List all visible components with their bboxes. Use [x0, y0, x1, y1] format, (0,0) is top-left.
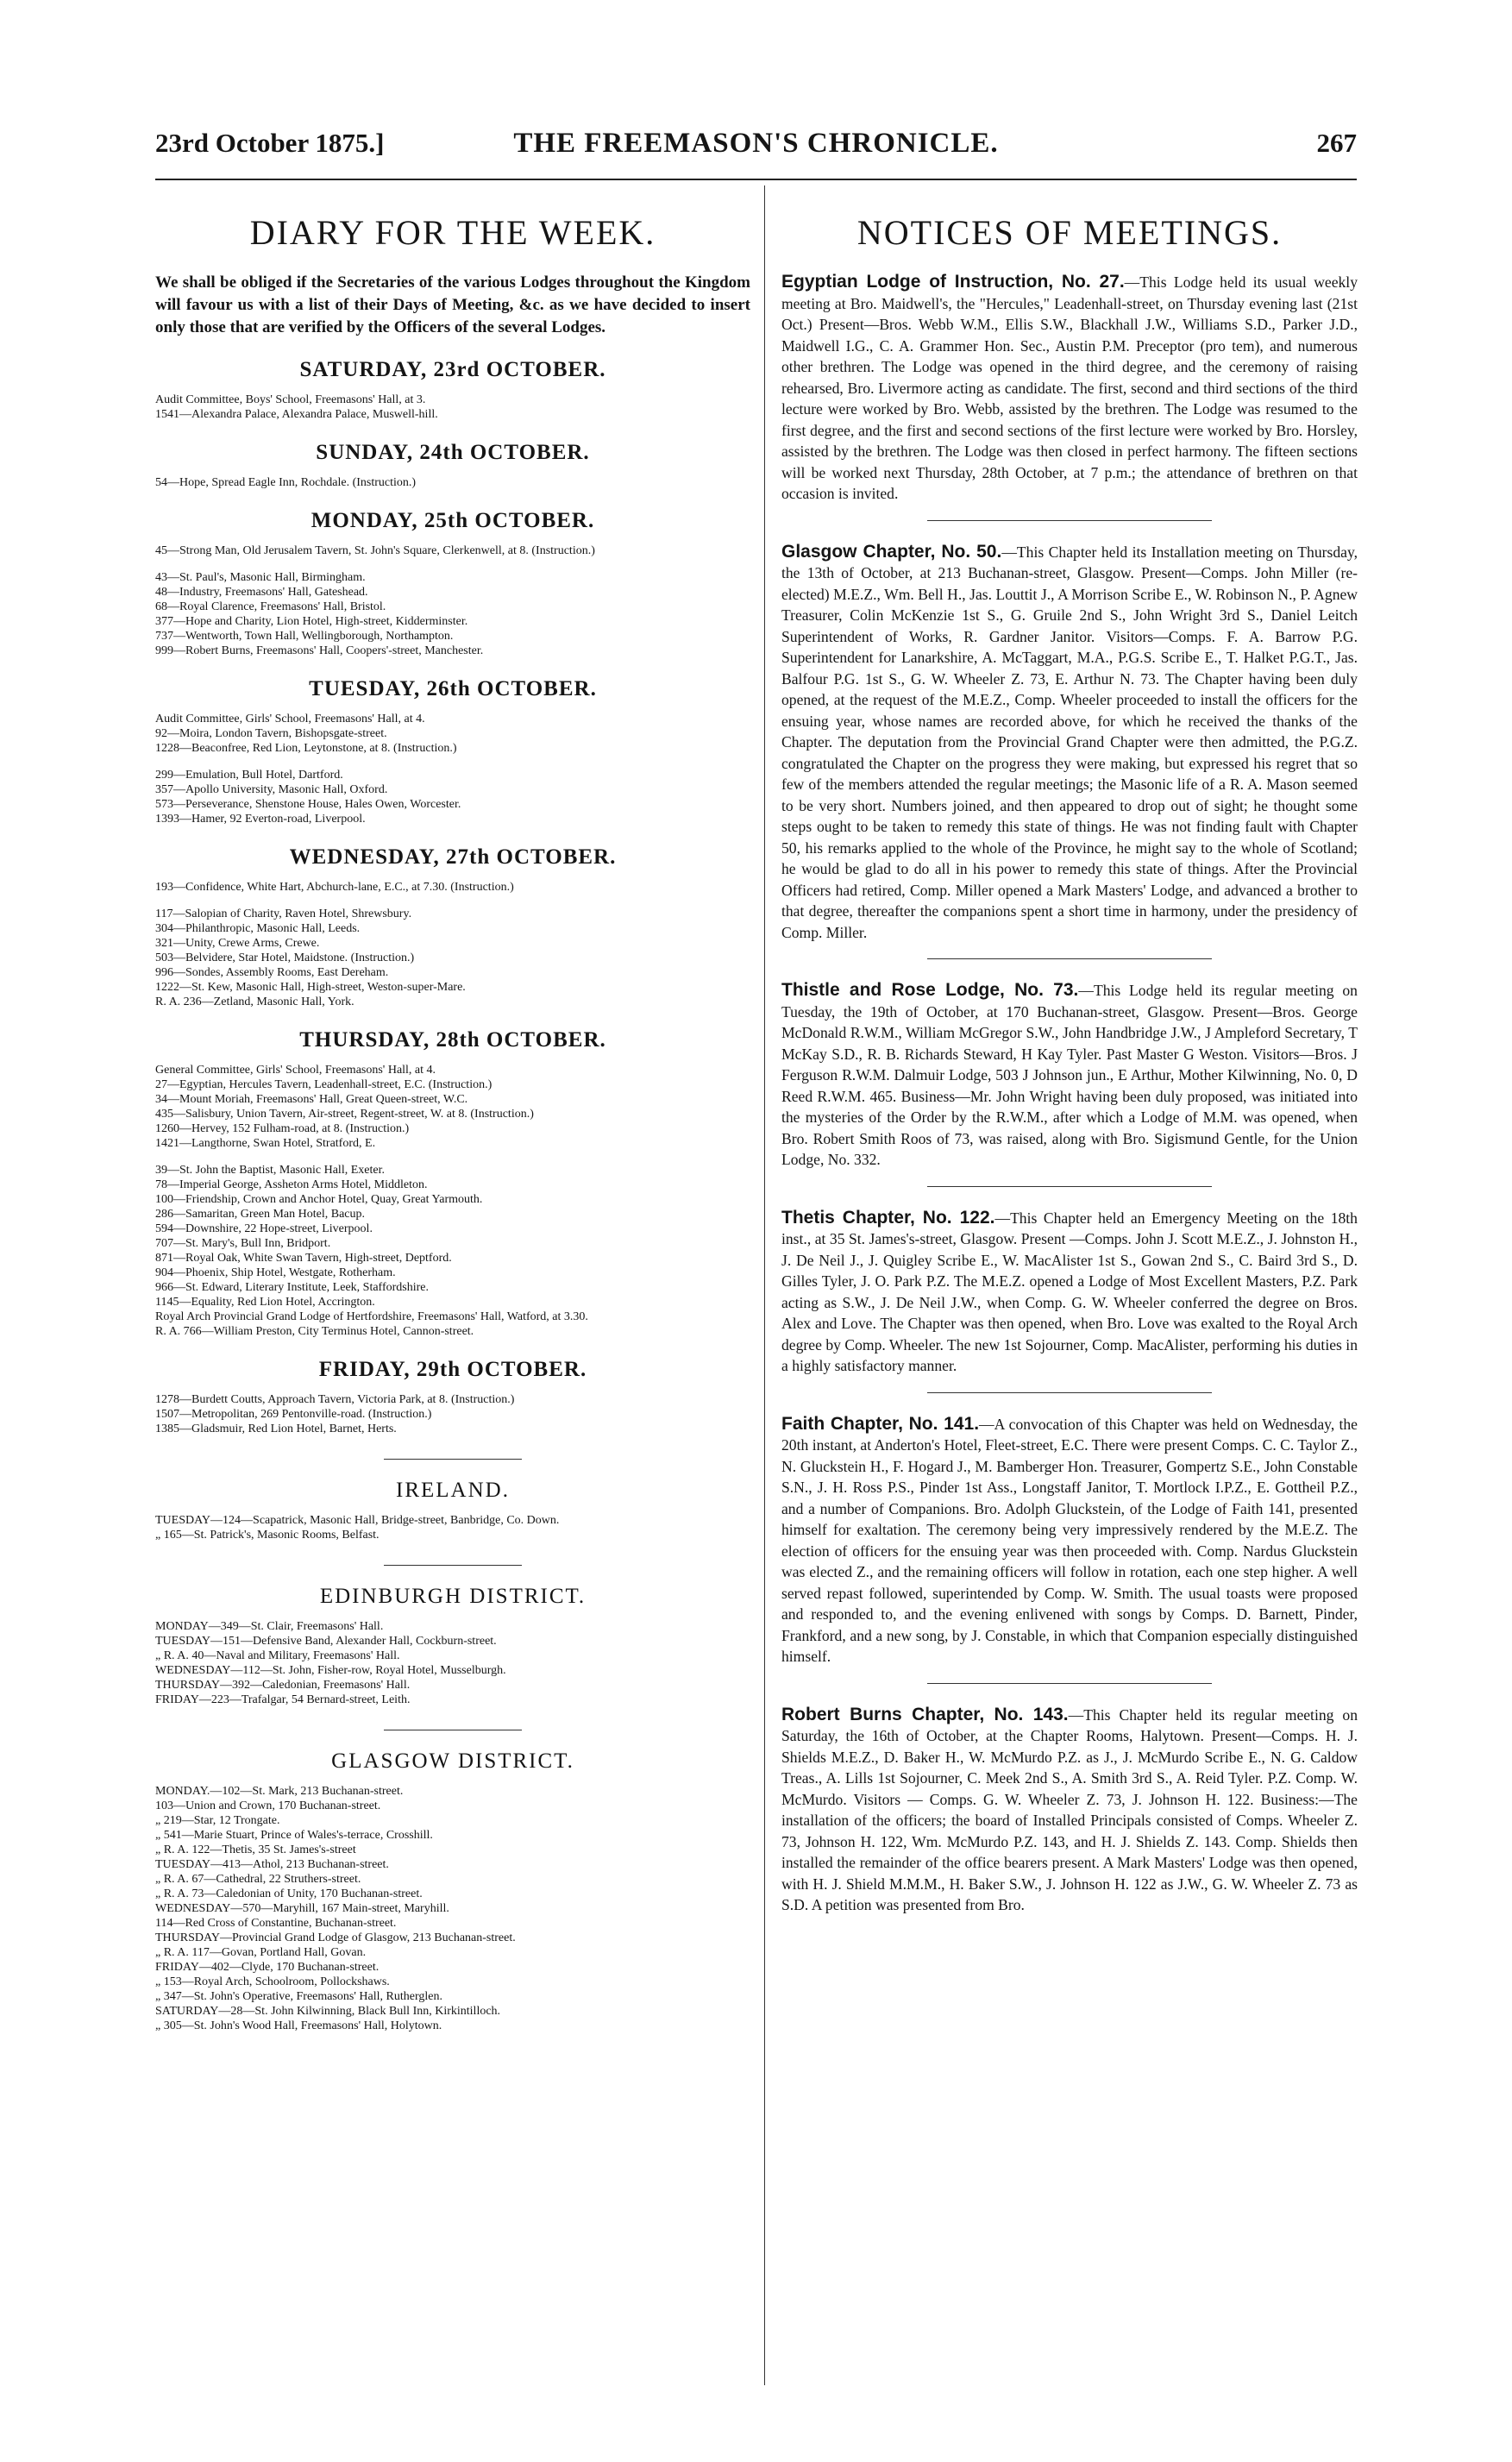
day-entries	[155, 543, 750, 658]
meeting-entry: 1222—St. Kew, Masonic Hall, High-street, Weston-super-Mare.	[155, 981, 466, 994]
notice-item	[781, 1705, 1358, 1916]
section-separator	[384, 1459, 522, 1460]
meeting-entry: „ R. A. 117—Govan, Portland Hall, Govan.	[155, 1946, 367, 1959]
meeting-entry: 1278—Burdett Coutts, Approach Tavern, Victoria Park, at 8. (Instruction.)	[155, 1393, 515, 1406]
meeting-entry: 996—Sondes, Assembly Rooms, East Dereham.	[155, 966, 389, 979]
meeting-entry: „ 153—Royal Arch, Schoolroom, Pollockshaws.	[155, 1975, 390, 1988]
notice-separator	[927, 1683, 1212, 1684]
meeting-entry: Royal Arch Provincial Grand Lodge of Hertfordshire, Freemasons' Hall, Watford, at 3.30.	[155, 1310, 588, 1323]
meeting-entry: Audit Committee, Girls' School, Freemasons' Hall, at 4.	[155, 713, 425, 725]
day-heading: THURSDAY, 28th OCTOBER.	[299, 1028, 606, 1052]
meeting-entry: 45—Strong Man, Old Jerusalem Tavern, St. John's Square, Clerkenwell, at 8. (Instruction.)	[155, 544, 595, 557]
meeting-entry: 357—Apollo University, Masonic Hall, Oxford.	[155, 783, 388, 796]
meeting-entry: 737—Wentworth, Town Hall, Wellingborough, Northampton.	[155, 630, 454, 643]
publication-title: THE FREEMASON'S CHRONICLE.	[513, 128, 999, 159]
header-rule	[155, 179, 1357, 180]
meeting-entry: „ 347—St. John's Operative, Freemasons' Hall, Rutherglen.	[155, 1990, 442, 2003]
notice-body: —This Lodge held its usual weekly meeting at Bro. Maidwell's, the "Hercules," Leadenhall-street, on Thursday evening last (21st Oct.) Present—Bros. Webb W.M., Ellis S.W., Blackhall J.W., Williams S.D., Parker J.D., Maidwell I.G., C. A. Grammer Hon. Sec., Austin P.M. Preceptor (pro tem), and numerous other brethren. The Lodge was opened in the third degree, and the ceremony of raising rehearsed, Bro. Livermore acting as candidate. The first, second and third sections of the third lecture were worked by Bro. Webb, assisted by the brethren. The Lodge was resumed to the first degree, and the first and second sections of the first lecture were worked by Bro. Horsley, assisted by the brethren. The Lodge was then closed in perfect harmony. The fifteen sections will be worked next Thursday, 28th October, at 7 p.m.; the attendance of brethren on that occasion is invited.	[781, 273, 1358, 502]
meeting-entry: „ 165—St. Patrick's, Masonic Rooms, Belfast.	[155, 1529, 380, 1542]
meeting-entry: 68—Royal Clarence, Freemasons' Hall, Bristol.	[155, 600, 386, 613]
day-heading: SUNDAY, 24th OCTOBER.	[316, 441, 590, 464]
meeting-entry: 39—St. John the Baptist, Masonic Hall, Exeter.	[155, 1164, 385, 1177]
meeting-entry: R. A. 766—William Preston, City Terminus Hotel, Cannon-street.	[155, 1325, 474, 1338]
meeting-entry: TUESDAY—413—Athol, 213 Buchanan-street.	[155, 1858, 389, 1871]
notice-title: Glasgow Chapter, No. 50.	[781, 541, 1002, 562]
notices-column	[781, 205, 1358, 1931]
glasgow-heading: GLASGOW DISTRICT.	[331, 1749, 574, 1773]
meeting-entry: 100—Friendship, Crown and Anchor Hotel, Quay, Great Yarmouth.	[155, 1193, 483, 1206]
day-entries	[155, 1392, 750, 1436]
notice-body: —A convocation of this Chapter was held on Wednesday, the 20th instant, at Anderton's Hotel, Fleet-street, E.C. There were present Comps. C. C. Taylor Z., N. Gluckstein H., F. Hogard J., M. Bamberger Hon. Treasurer, Gompertz S.E., John Constable S.N., J. H. Ross P.S., Pinder 1st Ass., Longstaff Janitor, T. Mortlock I.P.Z., E. Gottheil P.Z., and a number of Companions. Bro. Adolph Gluckstein, of the Lodge of Faith 141, presented himself for exaltation. The ceremony being very impressively rendered by the M.E.Z. The election of officers for the ensuing year was then proceeded with. Comp. Nardus Gluckstein was elected Z., and the remaining officers will follow in rotation, each one step higher. A well served repast followed, superintended by Comp. W. Smith. The usual toasts were proposed and responded to, and the evening enlivened with songs by Comps. D. Barnett, Pinder, Frankford, and a new song, by J. Constable, in which that Companion especially distinguished himself.	[781, 1415, 1358, 1665]
edinburgh-heading: EDINBURGH DISTRICT.	[319, 1585, 587, 1608]
entry-gap	[155, 1151, 750, 1163]
glasgow-entries	[155, 1784, 750, 2033]
day-heading: TUESDAY, 26th OCTOBER.	[309, 677, 597, 700]
notice-separator	[927, 958, 1212, 959]
meeting-entry: 114—Red Cross of Constantine, Buchanan-street.	[155, 1917, 397, 1930]
meeting-entry: 1260—Hervey, 152 Fulham-road, at 8. (Instruction.)	[155, 1122, 410, 1135]
meeting-entry: FRIDAY—402—Clyde, 170 Buchanan-street.	[155, 1961, 380, 1974]
meeting-entry: 43—St. Paul's, Masonic Hall, Birmingham.	[155, 571, 366, 584]
meeting-entry: FRIDAY—223—Trafalgar, 54 Bernard-street, Leith.	[155, 1693, 411, 1706]
notice-title: Thetis Chapter, No. 122.	[781, 1207, 995, 1228]
notice-title: Thistle and Rose Lodge, No. 73.	[781, 980, 1079, 1000]
notice-title: Egyptian Lodge of Instruction, No. 27.	[781, 272, 1125, 292]
meeting-entry: 92—Moira, London Tavern, Bishopsgate-street.	[155, 727, 387, 740]
meeting-entry: 1393—Hamer, 92 Everton-road, Liverpool.	[155, 813, 366, 826]
meeting-entry: 871—Royal Oak, White Swan Tavern, High-street, Deptford.	[155, 1252, 452, 1265]
meeting-entry: „ 219—Star, 12 Trongate.	[155, 1814, 280, 1827]
ireland-heading: IRELAND.	[396, 1479, 510, 1502]
meeting-entry: MONDAY.—102—St. Mark, 213 Buchanan-street.	[155, 1785, 404, 1798]
meeting-entry: THURSDAY—Provincial Grand Lodge of Glasgow, 213 Buchanan-street.	[155, 1931, 516, 1944]
notice-title: Faith Chapter, No. 141.	[781, 1413, 980, 1434]
meeting-entry: 304—Philanthropic, Masonic Hall, Leeds.	[155, 922, 361, 935]
meeting-entry: 594—Downshire, 22 Hope-street, Liverpool.	[155, 1222, 373, 1235]
notice-body: —This Chapter held an Emergency Meeting on the 18th inst., at 35 St. James's-street, Glasgow. Present —Comps. John J. Scott M.E.Z., J. Johnston H., J. De Neil J., J. Quigley Scribe E., W. MacAlister 1st S., Gowan 2nd S., C. Baird 3rd S., D. Gilles Tyler, J. O. Park P.Z. The M.E.Z. opened a Lodge of Most Excellent Masters, P.Z. Park acting as S.W., J. De Neil J.W., when Comp. G. W. Wheeler conferred the degree on Bros. Alex and Love. The Chapter was then opened, when Bro. Love was exalted to the Royal Arch degree by Comp. Wheeler. The new 1st Sojourner, Comp. MacAlister, performing his duties in a highly satisfactory manner.	[781, 1209, 1358, 1374]
notice-separator	[927, 1186, 1212, 1187]
notice-separator	[927, 520, 1212, 521]
notice-item	[781, 542, 1358, 944]
meeting-entry: 34—Mount Moriah, Freemasons' Hall, Great Queen-street, W.C.	[155, 1093, 468, 1106]
notice-title: Robert Burns Chapter, No. 143.	[781, 1704, 1069, 1724]
meeting-entry: TUESDAY—124—Scapatrick, Masonic Hall, Bridge-street, Banbridge, Co. Down.	[155, 1514, 560, 1527]
meeting-entry: 377—Hope and Charity, Lion Hotel, High-street, Kidderminster.	[155, 615, 468, 628]
diary-column	[155, 205, 750, 2033]
day-entries	[155, 475, 750, 490]
meeting-entry: R. A. 236—Zetland, Masonic Hall, York.	[155, 995, 354, 1008]
meeting-entry: 707—St. Mary's, Bull Inn, Bridport.	[155, 1237, 331, 1250]
meeting-entry: 117—Salopian of Charity, Raven Hotel, Shrewsbury.	[155, 908, 412, 920]
meeting-entry: THURSDAY—392—Caledonian, Freemasons' Hall.	[155, 1679, 411, 1692]
section-separator	[384, 1565, 522, 1566]
diary-heading: DIARY FOR THE WEEK.	[249, 213, 656, 252]
notice-separator	[927, 1392, 1212, 1393]
day-heading: SATURDAY, 23rd OCTOBER.	[299, 358, 606, 381]
meeting-entry: „ R. A. 67—Cathedral, 22 Struthers-street.	[155, 1873, 361, 1886]
day-entries	[155, 1063, 750, 1339]
issue-date: 23rd October 1875.]	[155, 128, 385, 158]
entry-gap	[155, 558, 750, 570]
meeting-entry: „ 541—Marie Stuart, Prince of Wales's-terrace, Crosshill.	[155, 1829, 433, 1842]
meeting-entry: 1541—Alexandra Palace, Alexandra Palace, Muswell-hill.	[155, 408, 438, 421]
meeting-entry: 1145—Equality, Red Lion Hotel, Accrington.	[155, 1296, 375, 1309]
day-heading: MONDAY, 25th OCTOBER.	[311, 509, 595, 532]
meeting-entry: 54—Hope, Spread Eagle Inn, Rochdale. (Instruction.)	[155, 476, 417, 489]
entry-gap	[155, 895, 750, 907]
notices-heading: NOTICES OF MEETINGS.	[856, 213, 1283, 252]
meeting-entry: 1385—Gladsmuir, Red Lion Hotel, Barnet, Herts.	[155, 1423, 397, 1435]
page-header	[155, 128, 1357, 171]
meeting-entry: 103—Union and Crown, 170 Buchanan-street.	[155, 1799, 381, 1812]
meeting-entry: SATURDAY—28—St. John Kilwinning, Black Bull Inn, Kirkintilloch.	[155, 2005, 501, 2018]
meeting-entry: 573—Perseverance, Shenstone House, Hales Owen, Worcester.	[155, 798, 461, 811]
meeting-entry: 78—Imperial George, Assheton Arms Hotel, Middleton.	[155, 1178, 428, 1191]
meeting-entry: 904—Phoenix, Ship Hotel, Westgate, Rotherham.	[155, 1266, 396, 1279]
notice-item	[781, 1208, 1358, 1377]
meeting-entry: 286—Samaritan, Green Man Hotel, Bacup.	[155, 1208, 365, 1221]
meeting-entry: „ R. A. 40—Naval and Military, Freemasons' Hall.	[155, 1649, 400, 1662]
meeting-entry: Audit Committee, Boys' School, Freemasons' Hall, at 3.	[155, 393, 426, 406]
meeting-entry: „ 305—St. John's Wood Hall, Freemasons' Hall, Holytown.	[155, 2019, 442, 2032]
meeting-entry: 27—Egyptian, Hercules Tavern, Leadenhall-street, E.C. (Instruction.)	[155, 1078, 492, 1091]
notice-body: —This Chapter held its regular meeting on Saturday, the 16th of October, at the Chapter Rooms, Halytown. Present—Comps. H. J. Shields M.E.Z., D. Baker H., W. McMurdo P.Z. as J., J. McMurdo Scribe E., N. G. Caldow Treas., A. Lills 1st Sojourner, C. Meek 2nd S., A. Smith 3rd S., A. Reid Tyler. P.Z. Comp. W. McMurdo. Visitors — Comps. G. W. Wheeler Z. 73, J. Johnson H. 122. Business:—The installation of the officers; the board of Installed Principals consisted of Comps. Wheeler Z. 73, Johnson H. 122, Wm. McMurdo P.Z. 143, and H. J. Shields Z. 143. Comp. Shields then installed the remainder of the office bearers present. A Mark Masters' Lodge was then opened, with H. J. Shield M.M.M., H. Baker S.W., J. Johnson H. 122 as J.W., G. W. Wheeler Z. 73 as S.D. A petition was presented from Bro.	[781, 1705, 1358, 1913]
day-entries	[155, 880, 750, 1009]
meeting-entry: MONDAY—349—St. Clair, Freemasons' Hall.	[155, 1620, 384, 1633]
meeting-entry: WEDNESDAY—570—Maryhill, 167 Main-street, Maryhill.	[155, 1902, 449, 1915]
meeting-entry: „ R. A. 122—Thetis, 35 St. James's-street	[155, 1843, 356, 1856]
page-number: 267	[1316, 128, 1357, 158]
day-entries	[155, 712, 750, 826]
meeting-entry: General Committee, Girls' School, Freemasons' Hall, at 4.	[155, 1064, 436, 1077]
notice-item	[781, 272, 1358, 505]
notice-list	[781, 272, 1358, 1916]
meeting-entry: 999—Robert Burns, Freemasons' Hall, Coopers'-street, Manchester.	[155, 644, 484, 657]
ireland-entries	[155, 1513, 750, 1542]
column-divider	[764, 185, 765, 2385]
meeting-entry: 966—St. Edward, Literary Institute, Leek, Staffordshire.	[155, 1281, 429, 1294]
diary-intro: We shall be obliged if the Secretaries of the various Lodges throughout the Kingdom will favour us with a list of their Days of Meeting, &c. as we have decided to insert only those that are verified by the Officers of the several Lodges.	[155, 273, 750, 336]
notice-body: —This Lodge held its regular meeting on Tuesday, the 19th of October, at 170 Buchanan-street, Glasgow. Present—Bros. George McDonald R.W.M., William McGregor S.W., John Handbridge J.W., J Ampleford Secretary, T McKay S.D., R. B. Richards Steward, H Kay Tyler. Past Master G Weston. Visitors—Bros. J Ferguson R.W.M. Dalmuir Lodge, 503 J Johnson jun., E Arthur, Mother Kilwinning, No. 0, D Reed R.W.M. 465. Business—Mr. John Wright having been duly proposed, was initiated into the mysteries of the Order by the R.W.M., after which a Lodge of M.M. was opened, when Bro. Robert Smith Roos of 73, was raised, along with Bro. Sigismund Gentle, for the Union Lodge, No. 332.	[781, 982, 1358, 1168]
meeting-entry: 193—Confidence, White Hart, Abchurch-lane, E.C., at 7.30. (Instruction.)	[155, 881, 514, 894]
notice-item	[781, 1414, 1358, 1668]
notice-item	[781, 980, 1358, 1171]
meeting-entry: TUESDAY—151—Defensive Band, Alexander Hall, Cockburn-street.	[155, 1635, 497, 1648]
meeting-entry: WEDNESDAY—112—St. John, Fisher-row, Royal Hotel, Musselburgh.	[155, 1664, 506, 1677]
day-heading: WEDNESDAY, 27th OCTOBER.	[289, 845, 617, 869]
diary-days	[155, 358, 750, 1436]
meeting-entry: 299—Emulation, Bull Hotel, Dartford.	[155, 769, 343, 782]
meeting-entry: „ R. A. 73—Caledonian of Unity, 170 Buchanan-street.	[155, 1887, 423, 1900]
notice-body: —This Chapter held its Installation meeting on Thursday, the 13th of October, at 213 Buchanan-street, Glasgow. Present—Comps. John Miller (re-elected) M.E.Z., Wm. Bell H., Jas. Louttit J., A Morrison Scribe E., W. Robinson N., P. Agnew Treasurer, Colin McKenzie 1st S., G. Gruile 2nd S., John Wright 3rd S., Daniel Leitch Superintendent of Works, R. Gardner Janitor. Visitors—Comps. F. A. Barrow P.G. Superintendent for Lanarkshire, A. McTaggart, M.A., P.G.S. Scribe E., T. Halket P.G.T., Jas. Balfour P.G. 1st S., G. W. Wheeler Z. 73, E. Arthur N. 73. The Chapter having been duly opened, at the request of the M.E.Z., Comp. Wheeler proceeded to install the officers for the ensuing year, whose names are recorded above, for which he received the thanks of the Chapter. The deputation from the Provincial Grand Chapter were then admitted, the P.G.Z. congratulated the Chapter on the progress they were making, but expressed his regret that so few of the members attended the regular meetings; the Masonic life of a R. A. Mason seemed to be very short. Numbers joined, and then appeared to drop out of sight; he thought some steps ought to be taken to remedy this state of things. He was not finding fault with Chapter 50, his remarks applied to the whole of the Province, he might say to the whole of Scotland; he would be glad to do all in his power to remedy this state of things. After the Provincial Officers had retired, Comp. Miller opened a Mark Masters' Lodge, and advanced a brother to that degree, thereafter the companions spent a short time in harmony, under the presidency of Comp. Miller.	[781, 543, 1358, 941]
meeting-entry: 1507—Metropolitan, 269 Pentonville-road. (Instruction.)	[155, 1408, 432, 1421]
day-heading: FRIDAY, 29th OCTOBER.	[318, 1358, 587, 1381]
meeting-entry: 48—Industry, Freemasons' Hall, Gateshead.	[155, 586, 368, 599]
meeting-entry: 321—Unity, Crewe Arms, Crewe.	[155, 937, 320, 950]
entry-gap	[155, 756, 750, 768]
meeting-entry: 1421—Langthorne, Swan Hotel, Stratford, E.	[155, 1137, 376, 1150]
day-entries	[155, 393, 750, 422]
meeting-entry: 435—Salisbury, Union Tavern, Air-street, Regent-street, W. at 8. (Instruction.)	[155, 1108, 534, 1121]
edinburgh-entries	[155, 1619, 750, 1707]
meeting-entry: 1228—Beaconfree, Red Lion, Leytonstone, at 8. (Instruction.)	[155, 742, 457, 755]
meeting-entry: 503—Belvidere, Star Hotel, Maidstone. (Instruction.)	[155, 952, 415, 964]
